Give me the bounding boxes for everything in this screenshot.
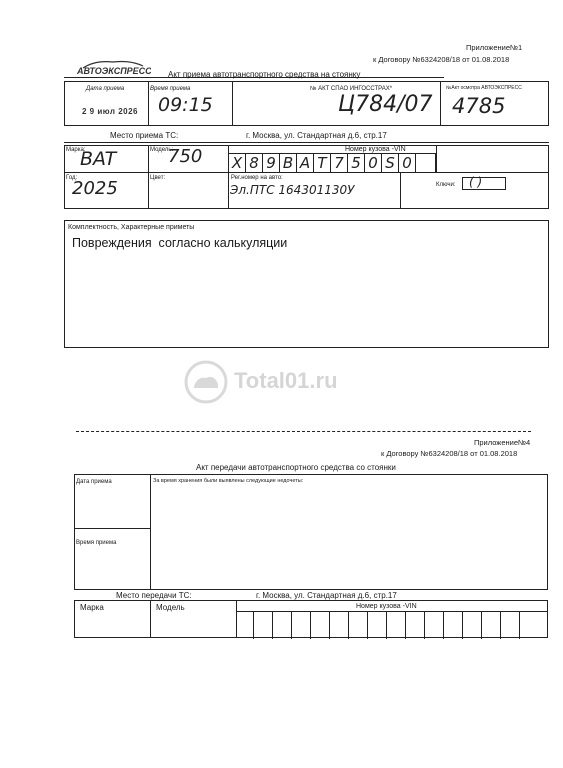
watermark-text: Total01.ru [234, 368, 338, 393]
act-spao-label: № АКТ СПАО ИНГОССТРАХ* [310, 86, 393, 92]
time-label: Время приема [150, 86, 191, 92]
place-label: Место приема ТС: [110, 131, 179, 140]
vin-cell: 9 [262, 154, 279, 172]
vin-cell: T [313, 154, 330, 172]
completeness-value: Повреждения согласно калькуляции [72, 236, 288, 250]
vin-cell: 5 [347, 154, 364, 172]
vin-cell: A [296, 154, 313, 172]
act-inspect-value: 4785 [452, 94, 506, 118]
model-value: 750 [168, 146, 203, 167]
year-value: 2025 [72, 178, 118, 199]
contract-ref-bottom: к Договору №6324208/18 от 01.08.2018 [381, 449, 518, 458]
contract-ref-top: к Договору №6324208/18 от 01.08.2018 [373, 55, 510, 64]
bottom-act-title: Акт передачи автотранспортного средства со стоянки [196, 463, 396, 472]
brand-label: Марка: [66, 147, 86, 153]
top-act-title: Акт приема автотранспортного средства на стоянку [168, 70, 361, 79]
vin-cell: B [279, 154, 296, 172]
completeness-label: Комплектность, Характерные приметы [68, 224, 195, 231]
year-label: Год: [66, 175, 78, 181]
vin-grid-bottom [236, 611, 548, 638]
bottom-vin-label: Номер кузова -VIN [356, 603, 417, 610]
time-value: 09:15 [158, 94, 213, 116]
defects-label: За время хранения были выявлены следующие недочеты: [153, 478, 304, 484]
appendix-4: Приложение№4 [474, 438, 531, 447]
vin-cell: X [228, 154, 245, 172]
bottom-main-table [74, 474, 548, 590]
regnum-label: Рег.номер на авто: [231, 175, 283, 181]
act-inspect-label: №Акт осмотра АВТОЭКСПРЕСС [446, 85, 522, 91]
vin-cell: 0 [364, 154, 381, 172]
vin-label-top: Номер кузова -VIN [345, 146, 406, 153]
regnum-value: Эл.ПТС 164301130У [230, 183, 355, 197]
date-stamp: 2 9 июл 2026 [82, 107, 138, 116]
bottom-time-label: Время приема [76, 540, 117, 546]
brand-value: BAT [80, 148, 117, 170]
keys-label: Ключи: [436, 182, 456, 188]
autoexpress-logo [73, 60, 151, 76]
bottom-model-label: Модель [156, 603, 185, 612]
watermark [184, 360, 384, 404]
vin-cell: 0 [398, 154, 415, 172]
bottom-place-value: г. Москва, ул. Стандартная д.6, стр.17 [256, 591, 397, 600]
vin-grid-top [228, 153, 436, 172]
bottom-brand-label: Марка [80, 603, 104, 612]
cut-line [76, 431, 531, 432]
appendix-1: Приложение№1 [466, 43, 523, 52]
bottom-date-label: Дата приема [76, 479, 112, 485]
vin-cell: 7 [330, 154, 347, 172]
svg-text:АВТОЭКСПРЕСС: АВТОЭКСПРЕСС [77, 66, 151, 76]
bottom-place-label: Место передачи ТС: [116, 591, 192, 600]
vin-cell: 8 [245, 154, 262, 172]
place-value: г. Москва, ул. Стандартная д.6, стр.17 [246, 131, 387, 140]
vin-cell: S [381, 154, 398, 172]
color-label: Цвет: [150, 175, 166, 181]
act-spao-value: Ц784/07 [338, 92, 433, 117]
date-label: Дата приема [86, 86, 125, 92]
keys-value: ( ) [469, 175, 483, 189]
vin-cell [415, 154, 435, 172]
model-label: Модель: [150, 147, 174, 153]
